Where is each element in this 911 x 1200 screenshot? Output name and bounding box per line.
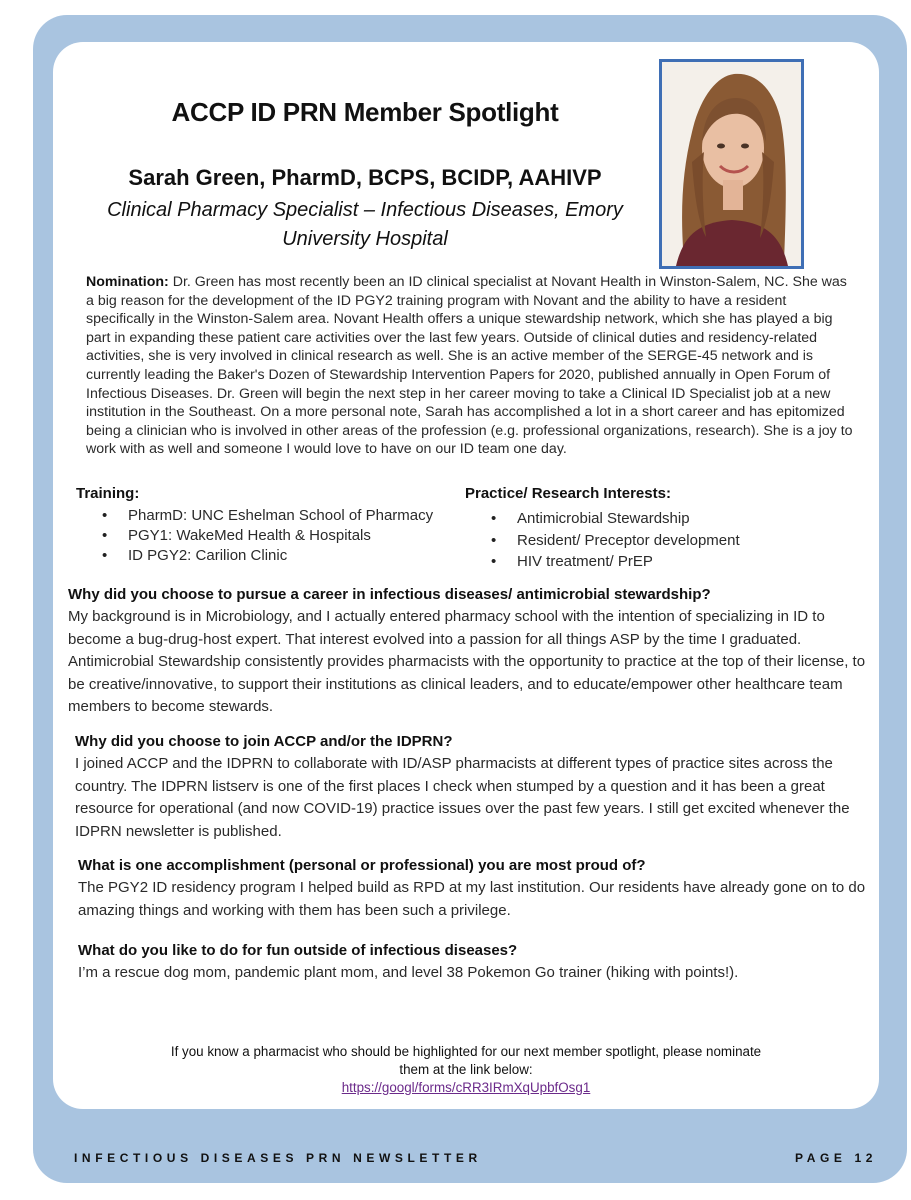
member-role: [100, 196, 630, 254]
qa-question: What is one accomplishment (personal or professional) you are most proud of?: [78, 857, 646, 874]
qa-fun: [78, 942, 868, 985]
qa-accomplishment: [78, 857, 868, 922]
interest-item: • HIV treatment/ PrEP: [517, 551, 865, 573]
interests-heading: Practice/ Research Interests:: [465, 485, 671, 502]
interest-item: • Antimicrobial Stewardship: [517, 508, 865, 530]
training-heading: Training:: [76, 485, 140, 502]
page-number: PAGE 12: [795, 1151, 877, 1165]
nomination-text: Dr. Green has most recently been an ID clinical specialist at Novant Health in Winston-Salem, NC. She was a big reason for the development of the ID PGY2 training program with Novant and the ability to have a resident specifically in the Winston-Salem area. Novant Health offers a unique stewardship network, which she has played a big part in expanding these patient care activities over the last few years. Outside of clinical duties and residency-related activities, she is very involved in clinical research as well. She is an active member of the SERGE-45 network and is currently leading the Baker's Dozen of Stewardship Intervention Papers for 2020, published annually in Open Forum of Infectious Diseases. Dr. Green will begin the next step in her career moving to take a Clinical ID Specialist job at a new institution in the Southeast. On a more personal note, Sarah has accomplished a lot in a short career and has epitomized being a clinician who is involved in other areas of the profession (e.g. professional organizations, research). She is a joy to work with as well and someone I would love to have on our ID team one day.: [86, 274, 853, 458]
qa-answer: I’m a rescue dog mom, pandemic plant mom, and level 38 Pokemon Go trainer (hiking with points!).: [78, 964, 739, 981]
qa-question: Why did you choose to pursue a career in infectious diseases/ antimicrobial stewardship?: [68, 586, 711, 603]
nomination-form-link[interactable]: https://googl/forms/cRR3IRmXqUpbfOsg1: [341, 1080, 591, 1095]
training-item: • PharmD: UNC Eshelman School of Pharmacy: [128, 506, 456, 526]
callout-line1: If you know a pharmacist who should be highlighted for our next member spotlight, please nominate: [170, 1044, 762, 1059]
interests-section: [465, 485, 865, 573]
qa-question: What do you like to do for fun outside of infectious diseases?: [78, 942, 518, 959]
nomination-callout: [130, 1043, 802, 1097]
interest-item: • Resident/ Preceptor development: [517, 530, 865, 552]
member-photo: [659, 59, 804, 269]
newsletter-footer: INFECTIOUS DISEASES PRN NEWSLETTER: [74, 1151, 482, 1165]
page-title: ACCP ID PRN Member Spotlight: [171, 97, 559, 127]
member-role-line1: Clinical Pharmacy Specialist – Infectious Diseases, Emory: [107, 199, 623, 221]
nomination-paragraph: [86, 273, 856, 459]
qa-answer: The PGY2 ID residency program I helped build as RPD at my last institution. Our residents have already gone on to do amazing things and working with them has been such a privilege.: [78, 879, 866, 919]
qa-question: Why did you choose to join ACCP and/or the IDPRN?: [75, 733, 453, 750]
training-list: [76, 506, 456, 566]
member-name: Sarah Green, PharmD, BCPS, BCIDP, AAHIVP: [128, 165, 602, 190]
nomination-label: Nomination:: [86, 274, 169, 290]
training-section: [76, 485, 456, 566]
qa-join: [75, 733, 865, 843]
callout-line2: them at the link below:: [399, 1062, 533, 1077]
member-role-line2: University Hospital: [282, 228, 448, 250]
training-item: • ID PGY2: Carilion Clinic: [128, 546, 456, 566]
qa-answer: My background is in Microbiology, and I actually entered pharmacy school with the intention of specializing in ID to become a bug-drug-host expert. That interest evolved into a passion for all things ASP by the time I graduated. Antimicrobial Stewardship consistently provides pharmacists with the opportunity to practice at the top of their license, to be creative/innovative, to support their institutions as clinical leaders, and to educate/empower other healthcare team members to become stewards.: [68, 608, 866, 715]
qa-career: [68, 586, 868, 719]
interests-list: [465, 508, 865, 573]
qa-answer: I joined ACCP and the IDPRN to collaborate with ID/ASP pharmacists at different types of practice sites across the country. The IDPRN listserv is one of the first places I check when stumped by a question and it has been a great resource for operational (and now COVID-19) practice issues over the past few years. I still get excited whenever the IDPRN newsletter is published.: [75, 755, 850, 840]
portrait-illustration: [662, 62, 801, 266]
training-item: • PGY1: WakeMed Health & Hospitals: [128, 526, 456, 546]
